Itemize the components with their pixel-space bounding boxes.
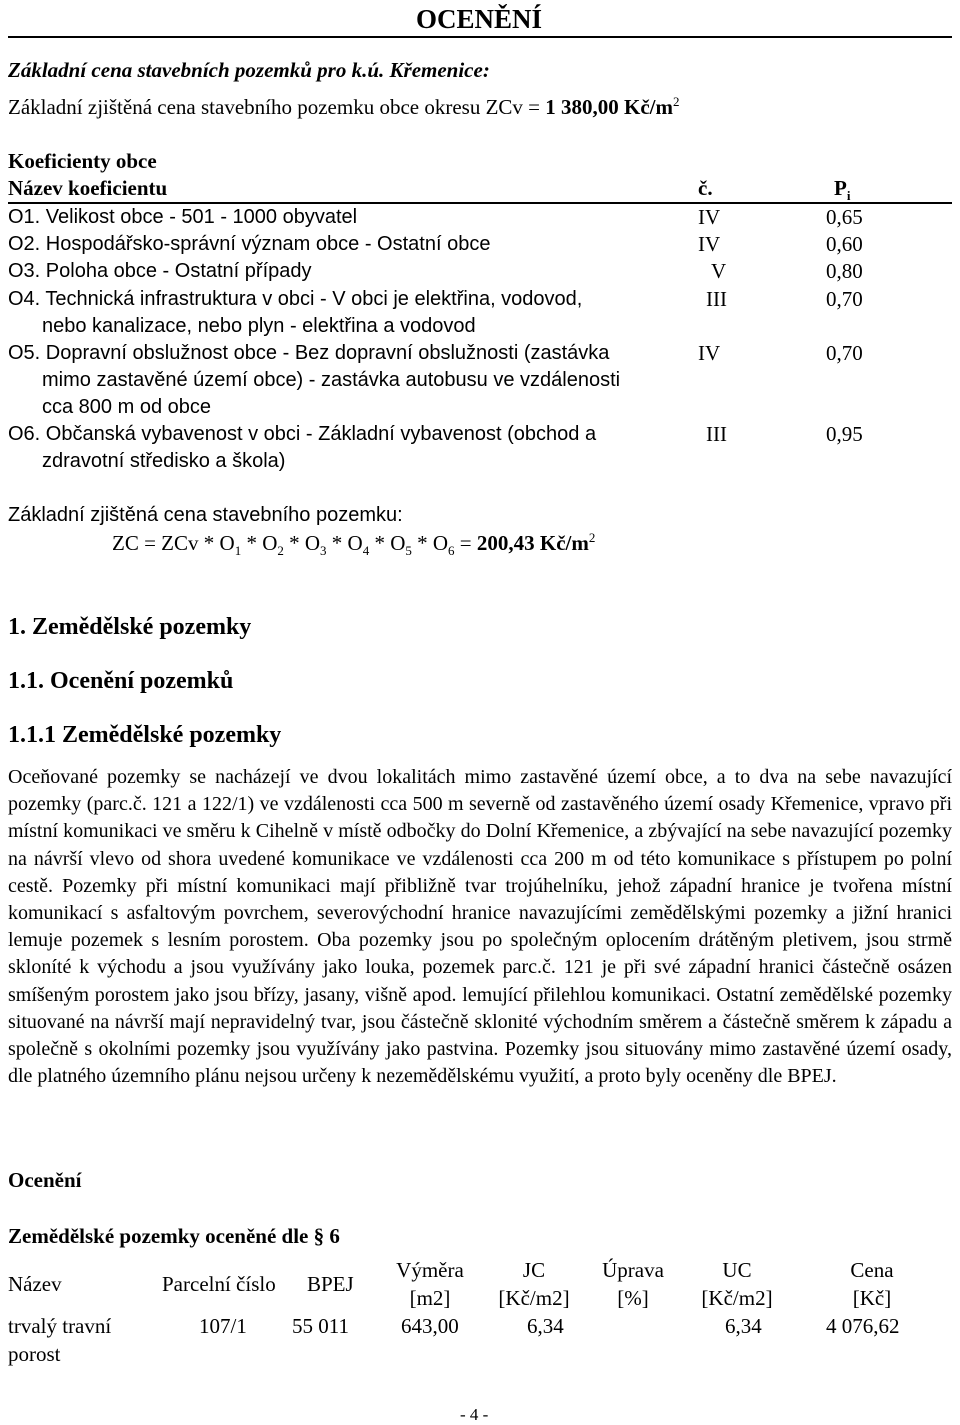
koef-roman: III (706, 422, 727, 446)
o-sub: 6 (448, 543, 455, 559)
section-1-1-1-heading: 1.1.1 Zemědělské pozemky (8, 722, 282, 748)
zcv-sup: 2 (673, 94, 680, 109)
koef-roman: IV (698, 205, 721, 229)
th-cena (826, 1256, 918, 1312)
koef-text-cont: mimo zastavěné území obce) - zastávka autobusu ve vzdálenosti (42, 369, 621, 391)
section-heading-zakladni-cena: Základní cena stavebních pozemků pro k.ú. Křemenice: (8, 58, 490, 82)
th-uprava-l1: Úprava (602, 1258, 664, 1282)
koef-text: O5. Dopravní obslužnost obce - Bez dopravní obslužnosti (zastávka (8, 342, 610, 364)
koef-value: 0,60 (826, 232, 863, 256)
o-sub: 5 (405, 543, 412, 559)
th-vymera-l1: Výměra (396, 1258, 464, 1282)
zc-star: * O (283, 531, 321, 555)
col-p-header (834, 176, 850, 204)
th-vymera-l2: [m2] (409, 1286, 451, 1310)
oceneni-heading: Ocenění (8, 1168, 82, 1192)
zc-star: * O (369, 531, 406, 555)
section-1-heading: 1. Zemědělské pozemky (8, 614, 252, 640)
th-nazev: Název (8, 1272, 62, 1296)
koef-value: 0,95 (826, 422, 863, 446)
zcv-value: 1 380,00 Kč/m (545, 95, 673, 119)
th-uprava-l2: [%] (617, 1286, 649, 1310)
td-nazev-l2: porost (8, 1342, 61, 1366)
th-jc-l2: [Kč/m2] (498, 1286, 570, 1310)
koef-value: 0,70 (826, 287, 863, 311)
koef-roman: IV (698, 341, 721, 365)
th-uprava (592, 1256, 674, 1312)
koeficienty-header (8, 176, 952, 204)
td-nazev (8, 1312, 111, 1368)
koeficienty-title: Koeficienty obce (8, 149, 157, 173)
th-uc (690, 1256, 784, 1312)
td-nazev-l1: trvalý travní (8, 1314, 112, 1338)
th-jc-l1: JC (522, 1258, 546, 1282)
td-vymera: 643,00 (401, 1314, 459, 1338)
col-name-header: Název koeficientu (8, 176, 168, 200)
koef-text-cont: cca 800 m od obce (42, 396, 211, 418)
zc-formula (112, 530, 595, 559)
koef-text: O6. Občanská vybavenost v obci - Základní vybavenost (obchod a (8, 423, 597, 445)
th-jc (488, 1256, 580, 1312)
koef-text: O4. Technická infrastruktura v obci - V obci je elektřina, vodovod, (8, 288, 583, 310)
td-cena: 4 076,62 (826, 1314, 900, 1338)
col-c-header: č. (698, 176, 713, 200)
zp-table-heading: Zemědělské pozemky oceněné dle § 6 (8, 1224, 340, 1248)
zc-prefix: ZC = ZCv * O (112, 531, 235, 555)
th-cena-l2: [Kč] (852, 1286, 892, 1310)
koef-text: O2. Hospodářsko-správní význam obce - Ostatní obce (8, 233, 491, 255)
description-paragraph: Oceňované pozemky se nacházejí ve dvou lokalitách mimo zastavěné území obce, a to dva na sebe navazující pozemky (parc.č. 121 a 122/1) ve vzdálenosti cca 500 m severně od zastavěného území osady Křemenice, vpravo při místní komunikaci ve směru k Cihelně v místě odbočky do Dolní Křemenice, a zbývající na sebe navazující pozemky na návrší vlevo od shora uvedené komunikace ve vzdálenosti cca 200 m od této komunikace s přístupem po polní cestě. Pozemky při místní komunikaci mají přibližně tvar trojúhelníku, jehož západní hranice je tvořena místní komunikací s asfaltovým povrchem, severovýchodní hranice navazujícími zemědělskými pozemky a jižní hranici lemuje pozemek s lesním porostem. Oba pozemky jsou po společným oplocením drátěným pletivem, jsou strmě skloníté k východu a jsou využívány jako louka, pozemek parc.č. 121 je při své západní hranici částečně osázen smíšeným porostem jako jsou břízy, jasany, višně apod. lemující přilehlou komunikaci. Ostatní zemědělské pozemky situované na návrší mají nepravidelný tvar, jsou částečně sklonité východním směrem a částečně směrem k západu a společně s okolními pozemky jsou využívány jako pastvina. Pozemky jsou situovány mimo zastavěné území osady, dle platného územního plánu nejsou určeny k nezemědělskému využití, a proto byly oceněny dle BPEJ. (8, 766, 952, 1088)
o-sub: 2 (277, 543, 284, 559)
zc-result: 200,43 Kč/m (476, 531, 589, 555)
td-uc: 6,34 (725, 1314, 762, 1338)
zc-star: * O (411, 531, 449, 555)
o-sub: 1 (234, 543, 242, 559)
zc-star: * O (241, 531, 278, 555)
koef-value: 0,80 (826, 259, 863, 283)
zc-label: Základní zjištěná cena stavebního pozemku: (8, 504, 403, 526)
th-vymera (385, 1256, 475, 1312)
th-parcelni: Parcelní číslo (162, 1272, 276, 1296)
zc-eq: = (454, 531, 477, 555)
koef-roman: IV (698, 232, 721, 256)
koef-text-cont: zdravotní středisko a škola) (42, 450, 286, 472)
koef-value: 0,65 (826, 205, 863, 229)
zc-result-sup: 2 (588, 530, 596, 545)
zcv-line (8, 94, 680, 120)
td-jc: 6,34 (527, 1314, 564, 1338)
th-uc-l1: UC (722, 1258, 752, 1282)
zcv-text: Základní zjištěná cena stavebního pozemku obce okresu ZCv = (8, 95, 546, 119)
koef-text: O1. Velikost obce - 501 - 1000 obyvatel (8, 206, 358, 228)
koef-text: O3. Poloha obce - Ostatní případy (8, 260, 312, 282)
koef-roman: III (706, 287, 727, 311)
col-p-sub: i (846, 188, 851, 204)
zc-star: * O (326, 531, 363, 555)
title-bar (8, 0, 952, 38)
page-title: OCENĚNÍ (416, 4, 543, 34)
th-cena-l1: Cena (850, 1258, 894, 1282)
o-sub: 3 (320, 543, 327, 559)
page-number: - 4 - (460, 1405, 489, 1424)
th-bpej: BPEJ (307, 1272, 354, 1296)
th-uc-l2: [Kč/m2] (701, 1286, 773, 1310)
koef-roman: V (711, 259, 727, 283)
o-sub: 4 (362, 543, 370, 559)
col-p-label: P (834, 176, 847, 200)
koef-text-cont: nebo kanalizace, nebo plyn - elektřina a vodovod (42, 315, 476, 337)
td-parcelni: 107/1 (199, 1314, 247, 1338)
koef-value: 0,70 (826, 341, 863, 365)
td-bpej: 55 011 (292, 1314, 349, 1338)
section-1-1-heading: 1.1. Ocenění pozemků (8, 668, 234, 694)
